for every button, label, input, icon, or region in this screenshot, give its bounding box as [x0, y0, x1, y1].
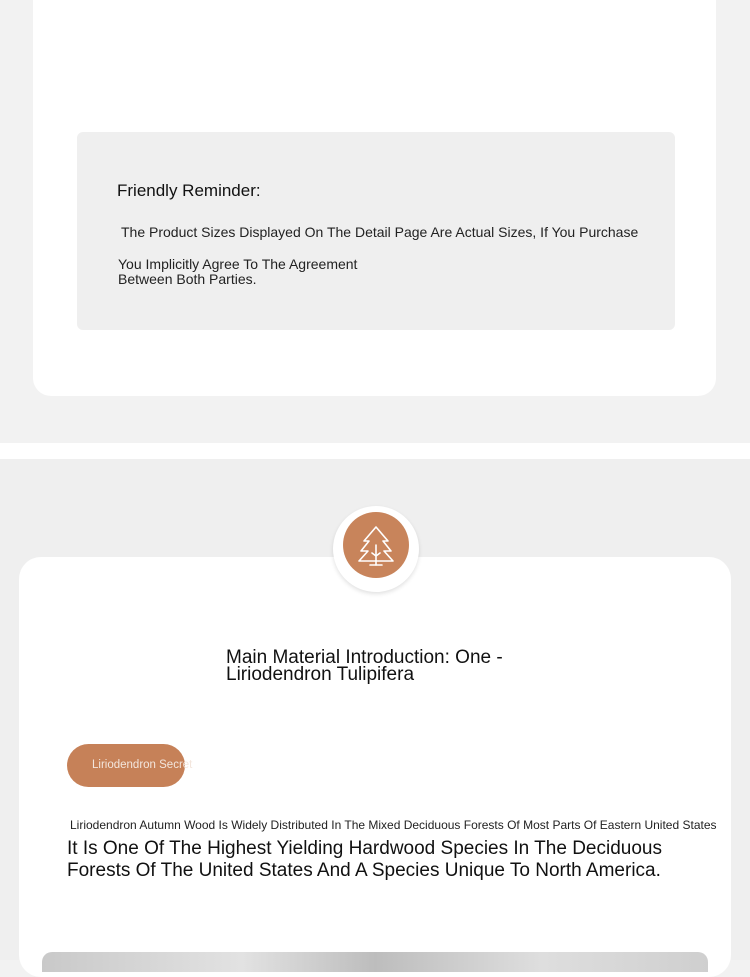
- material-title: [226, 649, 546, 683]
- pill-label: Liriodendron Secret: [92, 759, 193, 771]
- material-title-line2: Liriodendron Tulipifera: [226, 664, 415, 685]
- reminder-text-line1: The Product Sizes Displayed On The Detail Page Are Actual Sizes, If You Purchase: [121, 224, 639, 240]
- tree-badge: [343, 512, 409, 578]
- tree-icon: [356, 523, 396, 567]
- reminder-title: Friendly Reminder:: [117, 181, 261, 200]
- wood-photo-preview: [42, 952, 708, 972]
- reminder-text-line2b: Between Both Parties.: [118, 271, 257, 287]
- description-small: Liriodendron Autumn Wood Is Widely Distributed In The Mixed Deciduous Forests Of Most Parts Of Eastern United States: [70, 818, 717, 832]
- section-divider: [0, 443, 750, 459]
- reminder-text-line2a: You Implicitly Agree To The Agreement: [118, 256, 358, 272]
- material-title-line1: Main Material Introduction: One -: [226, 647, 503, 668]
- description-large: It Is One Of The Highest Yielding Hardwood Species In The Deciduous Forests Of The United States And A Species Unique To North America.: [67, 838, 662, 881]
- reminder-text-line2: [118, 257, 357, 287]
